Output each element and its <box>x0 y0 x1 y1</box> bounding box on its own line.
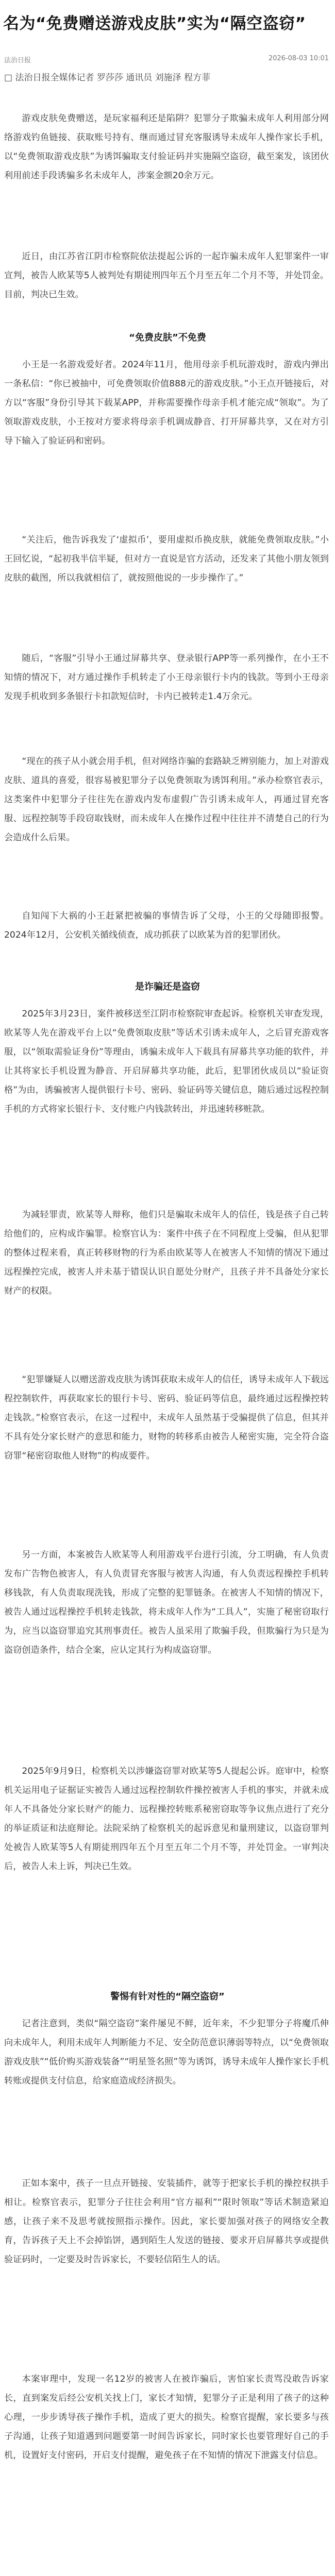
paragraph: 2025年3月23日，案件被移送至江阴市检察院审查起诉。检察机关审查发现，欧某等人先在游戏平台上以“免费领取皮肤”等话术引诱未成年人，之后冒充游戏客服，以“领取需验证身份”等理由，诱骗未成年人下载具有屏幕共享功能的软件，并让其将家长手机设置为静音、开启屏幕共享功能，此后，犯罪团伙成员以“验证资格”为由，诱骗被害人提供银行卡号、密码、验证码等关键信息，随后通过远程控制手机的方式将家长银行卡、支付账户内钱款转出，并迅速转移赃款。 <box>4 1009 329 1114</box>
paragraph: 另一方面，本案被告人欧某等人利用游戏平台进行引流，分工明确，有人负责发布广告物色被害人，有人负责冒充客服与被害人沟通，有人负责远程操控手机转移钱款，有人负责取现洗钱，形成了完整的犯罪链条。在被害人不知情的情况下，被告人通过远程操控手机转走钱款，将未成年人作为“工具人”，实施了秘密窃取行为，应当以盗窃罪追究其刑事责任。被告人虽采用了欺骗手段，但欺骗行为只是为盗窃创造条件，结合全案，应认定其行为构成盗窃罪。 <box>4 1550 329 1655</box>
publish-datetime: 2026-08-03 10:01 <box>268 55 329 62</box>
paragraph: 自知闯下大祸的小王赶紧把被骗的事情告诉了父母，小王的父母随即报警。2024年12月，公安机关循线侦查，成功抓获了以欧某为首的犯罪团伙。 <box>4 911 329 940</box>
section-heading: “免费皮肤”不免费 <box>129 332 206 343</box>
paragraph: 随后，“客服”引导小王通过屏幕共享、登录银行APP等一系列操作，在小王不知情的情况下，对方通过操作手机转走了小王母亲银行卡内的钱款。等到小王母亲发现手机收到多条银行卡扣款短信时，卡内已被转走1.4万余元。 <box>4 653 329 702</box>
paragraph: “现在的孩子从小就会用手机，但对网络诈骗的套路缺乏辨别能力，加上对游戏皮肤、道具的喜爱，很容易被犯罪分子以免费领取为诱饵利用。”承办检察官表示，这类案件中犯罪分子往往先在游戏内发布虚假广告引诱未成年人，再通过冒充客服、远程控制等手段窃取钱财，而未成年人在操作过程中往往并不清楚自己的行为会造成什么后果。 <box>4 756 329 843</box>
paragraph: 为减轻罪责，欧某等人辩称，他们只是骗取未成年人的信任，钱是孩子自己转给他们的，应构成诈骗罪。检察官认为：案件中孩子在不同程度上受骗，但从犯罪的整体过程来看，真正转移财物的行为系由欧某等人在被害人不知情的情况下通过远程操控完成，被害人并未基于错误认识自愿处分财产，且孩子并不具备处分家长财产的权限。 <box>4 1210 329 1296</box>
section-heading: 是诈骗还是盗窃 <box>135 981 200 992</box>
paragraph: 游戏皮肤免费赠送，是玩家福利还是陷阱？犯罪分子欺骗未成年人利用部分网络游戏钓鱼链接、获取账号持有、继而通过冒充客服诱导未成年人操作家长手机，以“免费领取游戏皮肤”为诱饵骗取支付验证码并实施隔空盗窃，截至案发，该团伙利用前述手段诱骗多名未成年人，涉案金额20余万元。 <box>4 113 329 181</box>
source-label: 法治日报 <box>4 57 31 64</box>
article-meta <box>0 54 335 66</box>
paragraph: 2025年9月9日，检察机关以涉嫌盗窃罪对欧某等5人提起公诉。庭审中，检察机关运用电子证据证实被告人通过远程控制软件操控被害人手机的事实，并就未成年人不具备处分家长财产的能力、远程操控转账系秘密窃取等争议焦点进行了充分的举证质证和法庭辩论。法院采纳了检察机关的起诉意见和量刑建议，以盗窃罪判处被告人欧某等5人有期徒刑四年五个月至五年二个月不等，并处罚金。一审判决后，被告人未上诉，判决已生效。 <box>4 1766 329 1872</box>
paragraph: 近日，由江苏省江阴市检察院依法提起公诉的一起诈骗未成年人犯罪案件一审宣判，被告人欧某等5人被判处有期徒刑四年五个月至五年二个月不等，并处罚金。目前，判决已生效。 <box>4 251 329 300</box>
paragraph: “关注后，他告诉我发了‘虚拟币’，要用虚拟币换皮肤，就能免费领取皮肤。”小王回忆说，“起初我半信半疑，但对方一直说是官方活动，还发来了其他小朋友领到皮肤的截图，所以我就相信了，就按照他说的一步步操作了。” <box>4 535 329 583</box>
paragraph: 正如本案中，孩子一旦点开链接、安装插件，就等于把家长手机的操控权拱手相让。检察官表示，犯罪分子往往会利用“官方福利”“限时领取”等话术制造紧迫感，让孩子来不及思考就按照指示操作。因此，家长要加强对孩子的网络安全教育，告诉孩子天上不会掉馅饼，遇到陌生人发送的链接、要求开启屏幕共享或提供验证码时，一定要及时告诉家长，不要轻信陌生人的话。 <box>4 2178 329 2265</box>
paragraph: “犯罪嫌疑人以赠送游戏皮肤为诱饵获取未成年人的信任，诱导未成年人下载远程控制软件，再获取家长的银行卡号、密码、验证码等信息，最终通过远程操控转走钱款。”检察官表示，在这一过程中，未成年人虽然基于受骗提供了信息，但其并不具有处分家长财产的意思和能力，财物的转移系由被告人秘密实施，完全符合盗窃罪“秘密窃取他人财物”的构成要件。 <box>4 1375 329 1461</box>
paragraph: 小王是一名游戏爱好者。2024年11月，他用母亲手机玩游戏时，游戏内弹出一条私信：“你已被抽中，可免费领取价值888元的游戏皮肤。”小王点开链接后，对方以“客服”身份引导其下载某APP，并称需要操作母亲手机才能完成“领取”。为了领取游戏皮肤，小王按对方要求将母亲手机调成静音、打开屏幕共享，又在对方引导下输入了验证码和密码。 <box>4 360 329 446</box>
section-heading: 警惕有针对性的“隔空盗窃” <box>110 1991 225 2002</box>
byline: □ 法治日报全媒体记者 罗莎莎 通讯员 刘施泽 程方菲 <box>4 73 211 83</box>
paragraph: 本案审理中，发现一名12岁的被害人在被诈骗后，害怕家长责骂没敢告诉家长，直到案发后经公安机关找上门，家长才知情，犯罪分子正是利用了孩子的这种心理，一步步诱导孩子操作手机，造成了更大的损失。检察官提醒，家长要多与孩子沟通，让孩子知道遇到问题要第一时间告诉家长，同时家长也要管理好自己的手机，设置好支付密码，开启支付提醒，避免孩子在不知情的情况下泄露支付信息。 <box>4 2374 329 2461</box>
article-title: 名为“免费赠送游戏皮肤”实为“隔空盗窃” <box>3 14 306 33</box>
paragraph: 记者注意到，类似“隔空盗窃”案件屡见不鲜，近年来，不少犯罪分子将魔爪伸向未成年人，利用未成年人判断能力不足、安全防范意识薄弱等特点，以“免费领取游戏皮肤”“低价购买游戏装备”“明星签名照”等为诱饵，诱导未成年人操作家长手机转账或提供支付信息，给家庭造成经济损失。 <box>4 2019 329 2086</box>
